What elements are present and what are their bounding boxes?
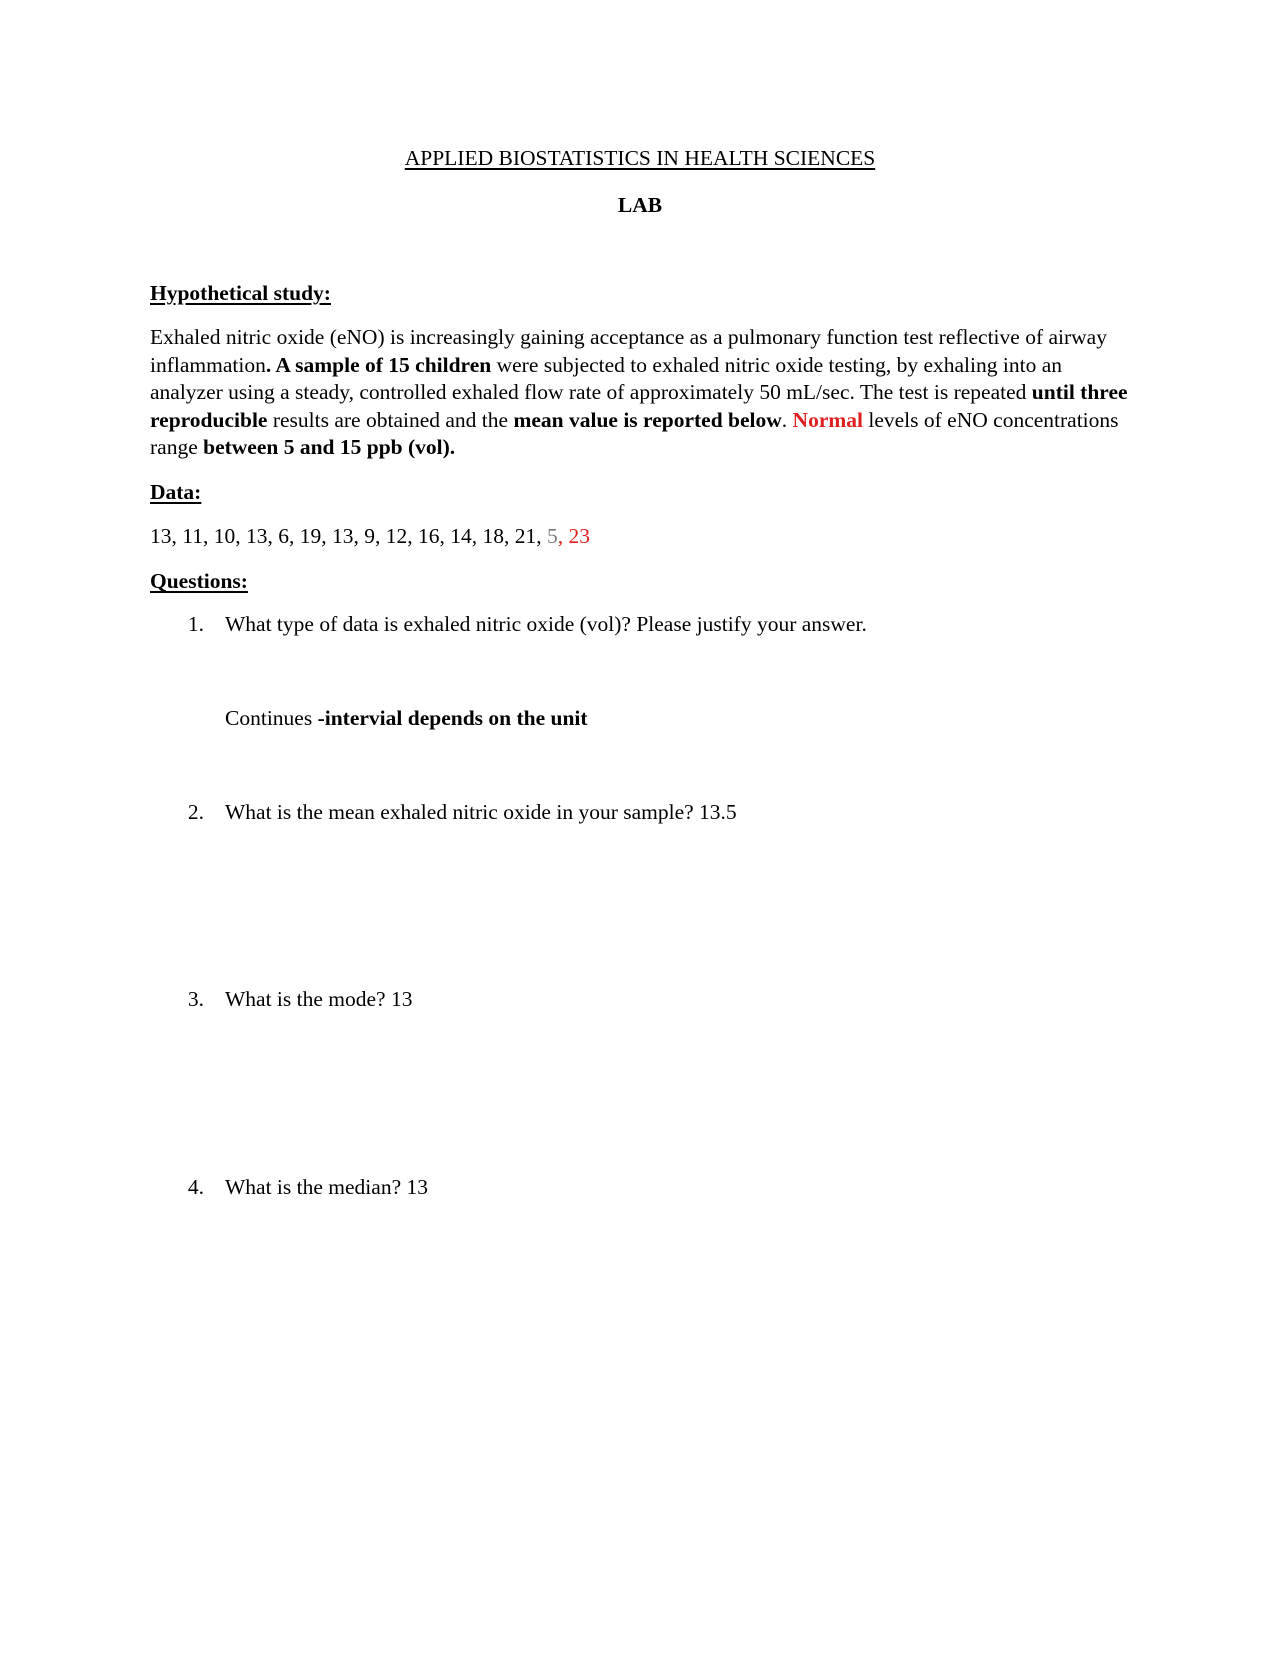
- study-text-4: until three reproducible: [150, 380, 1128, 432]
- data-values: [150, 524, 590, 549]
- study-text-1: Exhaled nitric oxide (eNO) is increasingly gaining acceptance as a pulmonary function test reflective of airway inflammation: [150, 325, 1107, 377]
- data-value-red: , 23: [557, 524, 590, 548]
- study-paragraph: [150, 324, 1140, 462]
- answer-1-plain: Continues: [225, 706, 318, 730]
- question-4-text: What is the median? 13: [225, 1175, 428, 1199]
- study-text-9: levels of eNO concentrations range: [150, 407, 1119, 460]
- study-heading: Hypothetical study:: [150, 281, 331, 305]
- data-values-main: 13, 11, 10, 13, 6, 19, 13, 9, 12, 16, 14, 18, 21,: [150, 524, 547, 548]
- study-text-6: mean value is reported below: [513, 407, 782, 432]
- data-value-gray: 5: [546, 524, 558, 548]
- question-4-number: 4.: [187, 1175, 204, 1199]
- question-3-text: What is the mode? 13: [225, 987, 413, 1011]
- question-2-text: What is the mean exhaled nitric oxide in your sample? 13.5: [225, 800, 737, 824]
- question-1-number: 1.: [187, 612, 204, 636]
- study-text-2: . A sample of 15 children: [265, 352, 492, 377]
- document-subtitle: LAB: [617, 193, 663, 217]
- study-text-normal: Normal: [792, 407, 863, 432]
- data-heading: Data:: [150, 480, 202, 504]
- question-3-number: 3.: [187, 987, 204, 1011]
- answer-1: [225, 706, 588, 731]
- document-title: APPLIED BIOSTATISTICS IN HEALTH SCIENCES: [404, 146, 876, 170]
- question-2-number: 2.: [187, 800, 204, 824]
- question-1-text: What type of data is exhaled nitric oxide (vol)? Please justify your answer.: [225, 612, 867, 636]
- study-text-3: were subjected to exhaled nitric oxide testing, by exhaling into an analyzer using a steady, controlled exhaled flow rate of approximately 50 mL/sec. The test is repeated: [150, 352, 1062, 405]
- questions-heading: Questions:: [150, 569, 248, 593]
- study-text-7: .: [781, 407, 793, 432]
- study-text-5: results are obtained and the: [267, 407, 514, 432]
- answer-1-bold: -intervial depends on the unit: [317, 706, 588, 730]
- study-text-10: between 5 and 15 ppb (vol).: [203, 435, 456, 460]
